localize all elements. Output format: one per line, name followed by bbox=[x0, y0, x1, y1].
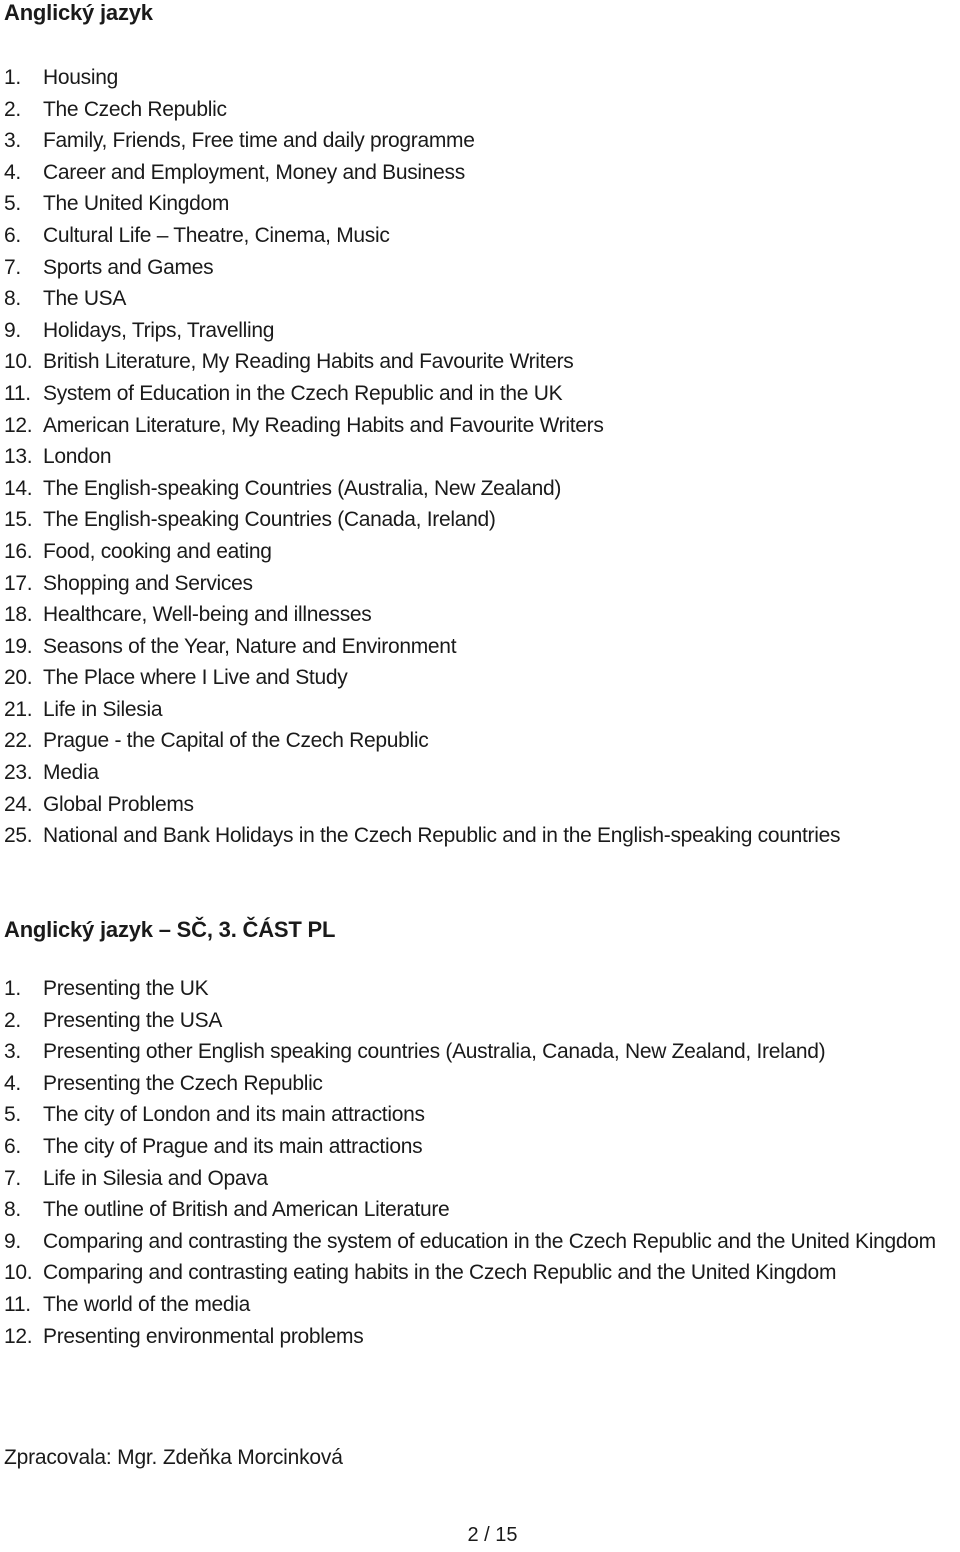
list-item bbox=[4, 694, 960, 726]
list-item-number: 1. bbox=[4, 977, 21, 1000]
list-item-number: 15. bbox=[4, 508, 33, 532]
list-item bbox=[4, 1036, 960, 1068]
list-item bbox=[4, 1068, 960, 1100]
list-item bbox=[4, 1321, 960, 1353]
list-item-number: 13. bbox=[4, 445, 33, 469]
list-item-text: Presenting the Czech Republic bbox=[43, 1071, 323, 1095]
list-item bbox=[4, 504, 960, 536]
list-item-number: 2. bbox=[4, 1008, 21, 1032]
list-item bbox=[4, 283, 960, 315]
list-item-text: British Literature, My Reading Habits and Favourite Writers bbox=[43, 350, 574, 374]
list-item-text: Housing bbox=[43, 66, 118, 89]
list-item bbox=[4, 157, 960, 189]
list-item bbox=[4, 599, 960, 631]
list-item-number: 25. bbox=[4, 824, 33, 848]
list-item-number: 20. bbox=[4, 666, 33, 690]
list-item-text: Presenting environmental problems bbox=[43, 1324, 364, 1348]
list-item-number: 23. bbox=[4, 761, 33, 785]
list-item-number: 12. bbox=[4, 413, 33, 437]
page-number: 2 / 15 bbox=[467, 1524, 518, 1546]
list-item-number: 4. bbox=[4, 1071, 21, 1095]
list-item-text: Presenting other English speaking countries (Australia, Canada, New Zealand, Ireland) bbox=[43, 1040, 826, 1064]
list-item-number: 11. bbox=[4, 381, 31, 405]
list-item bbox=[4, 94, 960, 126]
list-item-text: The city of London and its main attractions bbox=[43, 1103, 425, 1127]
list-item-number: 22. bbox=[4, 729, 33, 753]
list-item bbox=[4, 789, 960, 821]
list-item-text: Seasons of the Year, Nature and Environment bbox=[43, 634, 457, 658]
list-item-number: 1. bbox=[4, 66, 21, 89]
list-item-text: Sports and Games bbox=[43, 255, 214, 279]
list-item-text: Food, cooking and eating bbox=[43, 539, 272, 563]
list-item-number: 9. bbox=[4, 1229, 21, 1253]
list-item-text: The Czech Republic bbox=[43, 97, 227, 121]
list-item-text: The city of Prague and its main attractions bbox=[43, 1134, 423, 1158]
list-item-number: 6. bbox=[4, 223, 21, 247]
section-title-part3: Anglický jazyk – SČ, 3. ČÁST PL bbox=[4, 917, 336, 942]
list-item-number: 21. bbox=[4, 697, 33, 721]
list-item bbox=[4, 252, 960, 284]
list-item bbox=[4, 1163, 960, 1195]
list-item-number: 19. bbox=[4, 634, 33, 658]
list-item bbox=[4, 188, 960, 220]
list-item-text: Family, Friends, Free time and daily programme bbox=[43, 129, 475, 153]
list-item bbox=[4, 1005, 960, 1037]
list-item-number: 8. bbox=[4, 1198, 21, 1222]
list-item-text: Life in Silesia and Opava bbox=[43, 1166, 268, 1190]
list-item-text: Presenting the UK bbox=[43, 977, 209, 1000]
list-item bbox=[4, 757, 960, 789]
list-item bbox=[4, 1226, 960, 1258]
list-item-number: 4. bbox=[4, 160, 21, 184]
list-item bbox=[4, 1099, 960, 1131]
list-item-number: 11. bbox=[4, 1292, 31, 1316]
list-item-number: 24. bbox=[4, 792, 33, 816]
list-item-number: 17. bbox=[4, 571, 33, 595]
section-title: Anglický jazyk bbox=[4, 0, 153, 25]
list-item-text: Presenting the USA bbox=[43, 1008, 223, 1032]
list-item bbox=[4, 973, 960, 1005]
author-credit: Zpracovala: Mgr. Zdeňka Morcinková bbox=[4, 1446, 343, 1469]
list-item-text: Media bbox=[43, 761, 99, 785]
list-item-number: 14. bbox=[4, 476, 33, 500]
list-item-text: London bbox=[43, 445, 112, 469]
presentation-topic-list bbox=[4, 973, 960, 1352]
list-item bbox=[4, 410, 960, 442]
list-item-number: 18. bbox=[4, 603, 33, 627]
list-item-text: Healthcare, Well-being and illnesses bbox=[43, 603, 372, 627]
list-item bbox=[4, 662, 960, 694]
list-item-number: 16. bbox=[4, 539, 33, 563]
list-item bbox=[4, 473, 960, 505]
list-item-text: Comparing and contrasting eating habits in the Czech Republic and the United Kingdom bbox=[43, 1261, 837, 1285]
list-item bbox=[4, 125, 960, 157]
list-item bbox=[4, 1289, 960, 1321]
list-item-number: 10. bbox=[4, 350, 33, 374]
list-item-number: 8. bbox=[4, 287, 21, 311]
list-item-text: Career and Employment, Money and Business bbox=[43, 160, 465, 184]
list-item-number: 7. bbox=[4, 255, 21, 279]
list-item-text: The world of the media bbox=[43, 1292, 251, 1316]
list-item bbox=[4, 631, 960, 663]
list-item bbox=[4, 1131, 960, 1163]
list-item-text: Cultural Life – Theatre, Cinema, Music bbox=[43, 223, 390, 247]
list-item-number: 5. bbox=[4, 1103, 21, 1127]
list-item bbox=[4, 536, 960, 568]
list-item bbox=[4, 441, 960, 473]
list-item-text: Holidays, Trips, Travelling bbox=[43, 318, 275, 342]
topic-list bbox=[4, 62, 960, 852]
list-item-number: 3. bbox=[4, 1040, 21, 1064]
list-item-number: 6. bbox=[4, 1134, 21, 1158]
list-item-text: The English-speaking Countries (Australia, New Zealand) bbox=[43, 476, 562, 500]
list-item-text: System of Education in the Czech Republic and in the UK bbox=[43, 381, 563, 405]
list-item-number: 9. bbox=[4, 318, 21, 342]
list-item-number: 7. bbox=[4, 1166, 21, 1190]
list-item bbox=[4, 62, 960, 94]
list-item-text: The English-speaking Countries (Canada, Ireland) bbox=[43, 508, 496, 532]
list-item bbox=[4, 220, 960, 252]
list-item bbox=[4, 725, 960, 757]
list-item-text: The outline of British and American Literature bbox=[43, 1198, 450, 1222]
list-item-text: National and Bank Holidays in the Czech Republic and in the English-speaking countries bbox=[43, 824, 841, 848]
list-item-text: Shopping and Services bbox=[43, 571, 253, 595]
list-item-number: 2. bbox=[4, 97, 21, 121]
list-item-text: American Literature, My Reading Habits and Favourite Writers bbox=[43, 413, 604, 437]
list-item-text: The United Kingdom bbox=[43, 192, 230, 216]
list-item bbox=[4, 346, 960, 378]
list-item bbox=[4, 1194, 960, 1226]
list-item bbox=[4, 568, 960, 600]
list-item-text: Global Problems bbox=[43, 792, 194, 816]
list-item-number: 10. bbox=[4, 1261, 33, 1285]
list-item-number: 5. bbox=[4, 192, 21, 216]
list-item-text: The USA bbox=[43, 287, 127, 311]
list-item bbox=[4, 315, 960, 347]
list-item bbox=[4, 820, 960, 852]
list-item-number: 12. bbox=[4, 1324, 33, 1348]
list-item bbox=[4, 1257, 960, 1289]
list-item-text: Comparing and contrasting the system of education in the Czech Republic and the United Kingdom bbox=[43, 1229, 936, 1253]
list-item bbox=[4, 378, 960, 410]
list-item-text: The Place where I Live and Study bbox=[43, 666, 348, 690]
list-item-text: Prague - the Capital of the Czech Republic bbox=[43, 729, 429, 753]
list-item-number: 3. bbox=[4, 129, 21, 153]
list-item-text: Life in Silesia bbox=[43, 697, 163, 721]
